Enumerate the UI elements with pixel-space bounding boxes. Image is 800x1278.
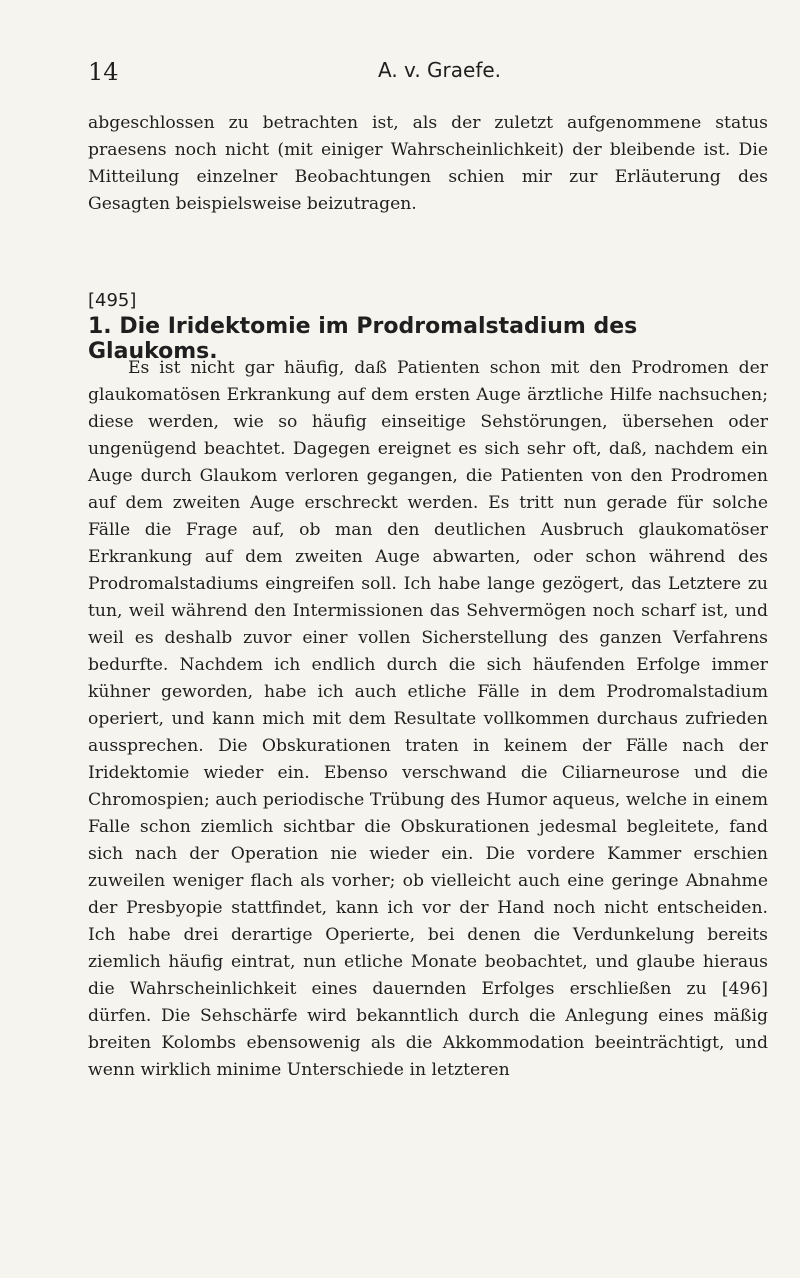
page-marker: [495] — [88, 290, 137, 311]
page-header — [88, 58, 734, 88]
body-paragraph: Es ist nicht gar häufig, daß Patienten schon mit den Prodromen der glaukomatösen Erkrankung auf dem ersten Auge ärztliche Hilfe nachsuchen; diese werden, wie so häufig einseitige Sehstörungen, übersehen oder ungenügend beachtet. Dagegen ereignet es sich sehr oft, daß, nachdem ein Auge durch Glaukom verloren gegangen, die Patienten von den Prodromen auf dem zweiten Auge erschreckt werden. Es tritt nun gerade für solche Fälle die Frage auf, ob man den deutlichen Ausbruch glaukomatöser Erkrankung auf dem zweiten Auge abwarten, oder schon während des Prodromalstadiums eingreifen soll. Ich habe lange gezögert, das Letztere zu tun, weil während den Intermissionen das Sehvermögen noch scharf ist, und weil es deshalb zuvor einer vollen Sicherstellung des ganzen Verfahrens bedurfte. Nachdem ich endlich durch die sich häufenden Erfolge immer kühner geworden, habe ich auch etliche Fälle in dem Prodromalstadium operiert, und kann mich mit dem Resultate vollkommen durchaus zufrieden aussprechen. Die Obskurationen traten in keinem der Fälle nach der Iridektomie wieder ein. Ebenso verschwand die Ciliarneurose und die Chromospien; auch periodische Trübung des Humor aqueus, welche in einem Falle schon ziemlich sichtbar die Obskurationen jedesmal begleitete, fand sich nach der Operation nie wieder ein. Die vordere Kammer erschien zuweilen weniger flach als vorher; ob vielleicht auch eine geringe Abnahme der Presbyopie stattfindet, kann ich vor der Hand noch nicht entscheiden. Ich habe drei derartige Operierte, bei denen die Verdunkelung bereits ziemlich häufig eintrat, nun etliche Monate beobachtet, und glaube hieraus die Wahrscheinlichkeit eines dauernden Erfolges erschließen zu [496] dürfen. Die Sehschärfe wird bekanntlich durch die Anlegung eines mäßig breiten Kolombs ebensowenig als die Akkommodation beeinträchtigt, und wenn wirklich minime Unterschiede in letzteren — [88, 358, 768, 1080]
running-head: A. v. Graefe. — [378, 58, 502, 82]
intro-paragraph: abgeschlossen zu betrachten ist, als der zuletzt aufgenommene status praesens noch nicht (mit einiger Wahrscheinlichkeit) der bleibende ist. Die Mitteilung einzelner Beobachtungen schien mir zur Erläuterung des Gesagten beispielsweise beizutragen. — [88, 113, 768, 214]
section-title: 1. Die Iridektomie im Prodromalstadium des Glaukoms. — [88, 314, 638, 364]
page-number: 14 — [88, 58, 119, 86]
